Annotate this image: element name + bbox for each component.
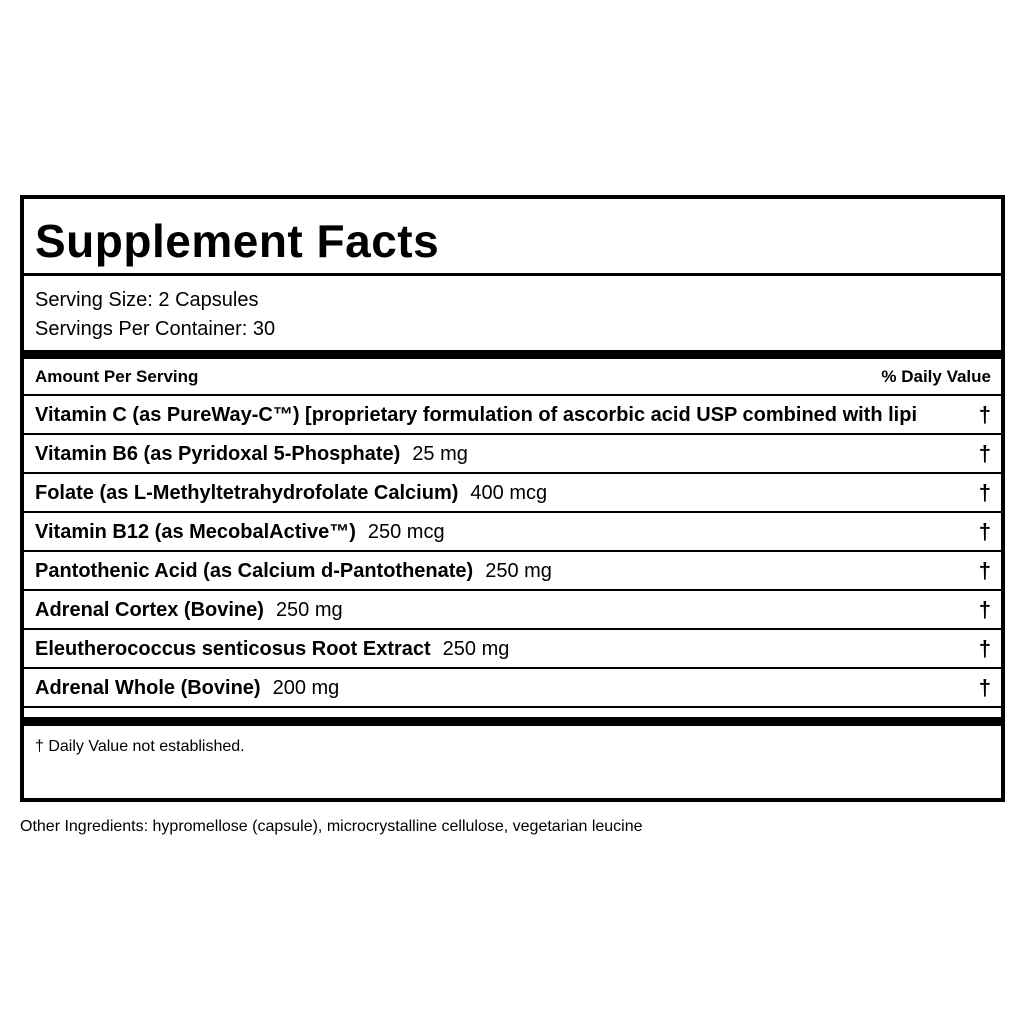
daily-value-mark: † <box>978 558 991 583</box>
nutrient-name: Vitamin B6 (as Pyridoxal 5-Phosphate) <box>35 443 401 465</box>
servings-per-container: Servings Per Container: 30 <box>35 318 276 340</box>
nutrient-amount: 250 mg <box>275 599 343 621</box>
other-ingredients: Other Ingredients: hypromellose (capsule), microcrystalline cellulose, vegetarian leucine <box>20 818 643 835</box>
nutrient-amount: 25 mg <box>412 443 468 465</box>
serving-size: Serving Size: 2 Capsules <box>35 289 259 311</box>
table-row <box>24 513 1001 552</box>
column-header-row <box>24 359 1001 396</box>
daily-value-mark: † <box>978 480 991 505</box>
serving-info <box>24 276 1001 350</box>
nutrient-amount: 400 mcg <box>470 482 548 504</box>
daily-value-mark: † <box>978 636 991 661</box>
panel-title: Supplement Facts <box>35 215 440 267</box>
daily-value-mark: † <box>978 402 991 427</box>
nutrient-amount: 250 mg <box>485 560 552 582</box>
amount-per-serving-header: Amount Per Serving <box>35 367 199 386</box>
table-row <box>24 396 1001 435</box>
nutrient-amount: 250 mg <box>442 638 510 660</box>
nutrient-name: Eleutherococcus senticosus Root Extract <box>35 638 431 660</box>
table-row <box>24 474 1001 513</box>
table-row <box>24 552 1001 591</box>
daily-value-mark: † <box>978 675 991 700</box>
daily-value-header: % Daily Value <box>881 367 991 386</box>
table-row <box>24 435 1001 474</box>
nutrient-rows <box>24 396 1001 708</box>
nutrient-name: Vitamin B12 (as MecobalActive™) <box>35 521 356 543</box>
supplement-facts-panel <box>20 195 1005 802</box>
thick-divider-top <box>24 350 1001 359</box>
daily-value-footnote: † Daily Value not established. <box>35 738 245 755</box>
nutrient-amount: 250 mcg <box>367 521 445 543</box>
nutrient-amount: 200 mg <box>272 677 340 699</box>
table-row <box>24 630 1001 669</box>
thick-divider-bottom <box>24 717 1001 726</box>
nutrient-name: Vitamin C (as PureWay-C™) [proprietary formulation of ascorbic acid USP combined with lipi <box>35 404 918 426</box>
daily-value-mark: † <box>978 519 991 544</box>
title-section <box>24 199 1001 276</box>
table-row <box>24 591 1001 630</box>
table-row <box>24 669 1001 708</box>
daily-value-mark: † <box>978 597 991 622</box>
nutrient-name: Adrenal Cortex (Bovine) <box>35 599 264 621</box>
nutrient-name: Folate (as L-Methyltetrahydrofolate Calcium) <box>35 482 459 504</box>
nutrient-name: Adrenal Whole (Bovine) <box>35 677 261 699</box>
nutrient-name: Pantothenic Acid (as Calcium d-Pantothenate) <box>35 560 474 582</box>
daily-value-mark: † <box>978 441 991 466</box>
